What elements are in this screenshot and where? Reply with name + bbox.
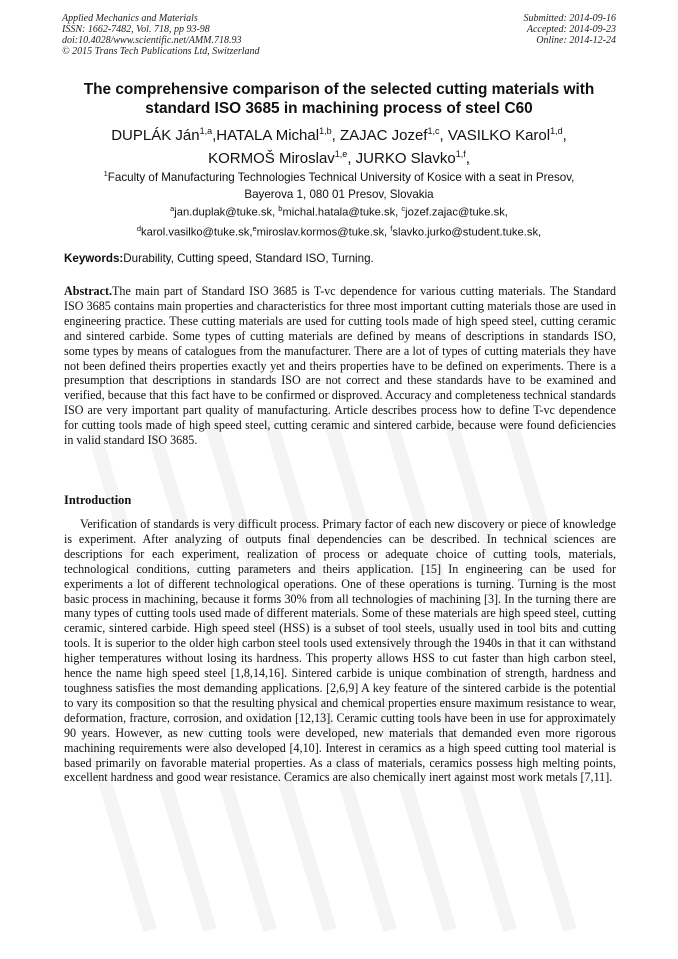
- keywords-text: Durability, Cutting speed, Standard ISO, Turning.: [123, 252, 374, 265]
- email-sup: c: [401, 204, 406, 213]
- author-name: ZAJAC Jozef: [339, 127, 428, 144]
- email-address[interactable]: miroslav.kormos@tuke.sk: [256, 226, 385, 239]
- journal-copyright: © 2015 Trans Tech Publications Ltd, Switzerland: [62, 46, 260, 57]
- section-heading-introduction: Introduction: [64, 493, 132, 507]
- paper-title: [50, 80, 628, 118]
- affiliation-sup: 1: [103, 169, 108, 178]
- journal-issn: ISSN: 1662-7482, Vol. 718, pp 93-98: [62, 24, 210, 35]
- email-sup: a: [170, 204, 175, 213]
- author-sup: 1,c: [427, 126, 440, 136]
- date-submitted: Submitted: 2014-09-16: [523, 13, 616, 24]
- keywords: [64, 251, 616, 266]
- email-address[interactable]: jozef.zajac@tuke.sk: [405, 206, 505, 219]
- abstract-text: The main part of Standard ISO 3685 is T-vc dependence for various cutting materials. The Standard ISO 3685 contains main properties and characteristics for three most important cutting materials those are used in engineering practice. These cutting materials are used for cutting tools made of high speed steel, cutting ceramic and sintered carbide. Some types of cutting materials are defined by means of descriptions in standards ISO, some types by means of catalogues from the manufacturer. There are a lot of types of cutting materials they have not been defined theirs properties exactly yet and theirs properties have to be defined on experiments. There is a presumption that descriptions in standards ISO are not correct and these standards have to be examined and verified, because that this fact have to be confirmed or disproved. Accuracy and completeness technical standards ISO are very important part quality of manufacturing. Article describes process how to define T-vc dependence for cutting tools made of high speed steel, cutting ceramic and sintered carbide, because were found deficiencies in valid standard ISO 3685.: [64, 284, 616, 448]
- affiliation-line-2: Bayerova 1, 080 01 Presov, Slovakia: [244, 187, 434, 201]
- publication-dates: [420, 13, 616, 46]
- author-name: JURKO Slavko: [355, 150, 456, 167]
- email-address[interactable]: jan.duplak@tuke.sk: [174, 206, 273, 219]
- author-name: HATALA Michal: [216, 127, 320, 144]
- author-sup: 1,d: [550, 126, 563, 136]
- date-online: Online: 2014-12-24: [536, 35, 616, 46]
- date-accepted: Accepted: 2014-09-23: [526, 24, 616, 35]
- abstract: [64, 284, 616, 448]
- journal-info: [62, 13, 260, 57]
- email-sup: d: [136, 223, 141, 233]
- email-sup: e: [252, 223, 257, 233]
- author-list: DUPLÁK Ján$^{1,a}$,HATALA Michal$^{1,b}$, ZAJAC Jozef$^{1,c}$, VASILKO Karol$^{1,d}$, KORMOŠ Miroslav$^{1,e}$, JURKO Slavko$^{1,f}$,: [111, 126, 567, 167]
- introduction-paragraph: Verification of standards is very difficult process. Primary factor of each new discovery or piece of knowledge is experiment. After analyzing of outputs final dependencies can be described. In technical sciences are descriptions for each experiment, realization of process or adequate choice of cutting tools, materials, technological conditions, cutting parameters and theirs application. [15] In engineering can be used for experiments a lot of different technological operations. One of these operations is turning. Turning is the most basic process in machining, because it forms 30% from all technologies of machining [3]. In the turning there are many types of cutting tools used made of different materials. Some of these materials are high speed steel, cutting ceramic, sintered carbide. High speed steel (HSS) is a subset of tool steels, usually used in tool bits and cutting tools. It is superior to the older high carbon steel tools used extensively through the 1940s in that it can withstand higher temperatures without losing its hardness. This property allows HSS to cut faster than high carbon steel, hence the name high speed steel [1,8,14,16]. Sintered carbide is unique combination of strength, hardness and toughness satisfies the most demanding applications. [2,6,9] A key feature of the sintered carbide is the potential to vary its composition so that the resulting physical and chemical properties ensure maximum resistance to wear, deformation, fracture, corrosion, and oxidation [12,13]. Ceramic cutting tools have been in use for approximately 90 years. However, as new cutting tools were developed, new materials that demanded even more rigorous machining requirements were also developed [4,10]. Interest in ceramics as a high speed cutting tool material is based primarily on favorable material properties. As a class of materials, ceramics possess high melting points, excellent hardness and good wear resistance. Ceramics are also chemically inert against most work metals [7,11].: [64, 517, 616, 785]
- author-sup: 1,a: [199, 126, 213, 136]
- journal-doi: doi:10.4028/www.scientific.net/AMM.718.93: [62, 35, 242, 46]
- author-name: KORMOŠ Miroslav: [208, 150, 335, 167]
- email-address[interactable]: karol.vasilko@tuke.sk: [141, 226, 250, 239]
- email-sup: b: [278, 204, 283, 213]
- abstract-label: Abstract.: [64, 284, 113, 298]
- title-line-2: standard ISO 3685 in machining process of steel C60: [145, 100, 533, 117]
- title-line-1: The comprehensive comparison of the selected cutting materials with: [83, 81, 595, 98]
- affiliation: [40, 165, 638, 203]
- author-sup: 1,e: [334, 149, 348, 159]
- email-address[interactable]: slavko.jurko@student.tuke.sk: [392, 226, 539, 239]
- author-sup: 1,b: [319, 126, 332, 136]
- author-sup: 1,f: [455, 149, 466, 159]
- author-name: DUPLÁK Ján: [111, 127, 200, 144]
- affiliation-line-1: Faculty of Manufacturing Technologies Technical University of Kosice with a seat in Presov,: [107, 170, 575, 184]
- journal-name: Applied Mechanics and Materials: [62, 13, 198, 24]
- author-name: VASILKO Karol: [447, 127, 551, 144]
- email-list: $^a$jan.duplak@tuke.sk, $^b$michal.hatala@tuke.sk, $^c$jozef.zajac@tuke.sk, $^d$karol.vasilko@tuke.sk,$^e$miroslav.kormos@tuke.sk, $^f$slavko.jurko@student.tuke.sk,: [136, 204, 542, 239]
- email-address[interactable]: michal.hatala@tuke.sk: [282, 206, 396, 219]
- email-sup: f: [390, 223, 393, 233]
- keywords-label: Keywords:: [64, 252, 124, 265]
